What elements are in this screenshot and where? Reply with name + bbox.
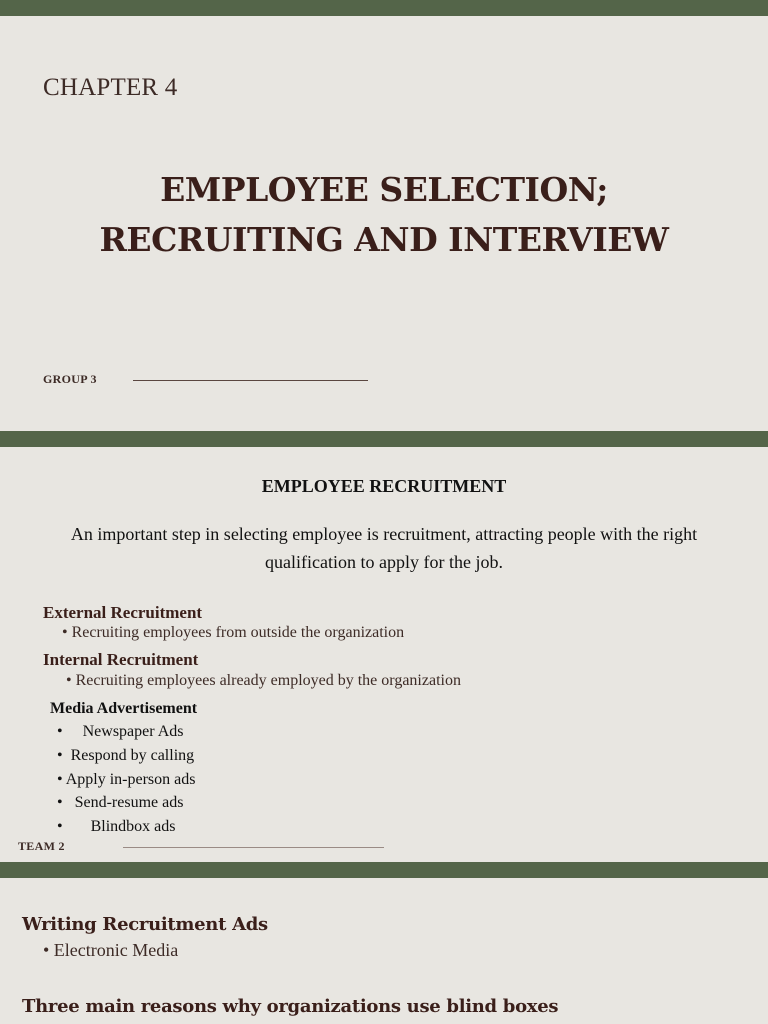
group-divider-line [133,380,368,381]
slide-separator-band [0,431,768,447]
media-item-blindbox: • Blindbox ads [57,818,176,835]
slide-title [0,16,768,431]
external-recruitment-heading: External Recruitment [43,603,203,622]
chapter-label: CHAPTER 4 [43,74,178,101]
title-line-2: RECRUITING AND INTERVIEW [99,220,669,259]
media-item-send-resume: • Send-resume ads [57,794,184,811]
media-item-respond-calling: • Respond by calling [57,747,195,764]
team-divider-line [123,847,384,848]
slide-recruitment-ads [0,878,768,1024]
internal-recruitment-heading: Internal Recruitment [43,650,199,669]
title-line-1: EMPLOYEE SELECTION; [160,170,608,209]
intro-line-1: An important step in selecting employee is recruitment, attracting people with the right [70,524,698,544]
media-advertisement-heading: Media Advertisement [50,700,198,717]
electronic-media-bullet: • Electronic Media [43,940,179,960]
blind-box-reasons-heading: Three main reasons why organizations use blind boxes [22,996,559,1017]
slide-separator-band-2 [0,862,768,878]
intro-line-2: qualification to apply for the job. [265,552,503,572]
intro-paragraph [40,520,728,576]
section-heading: EMPLOYEE RECRUITMENT [261,476,507,496]
writing-ads-heading: Writing Recruitment Ads [22,914,268,935]
group-label: GROUP 3 [43,372,97,386]
team-label: TEAM 2 [18,839,65,853]
media-item-newspaper: • Newspaper Ads [57,723,184,740]
internal-recruitment-bullet: • Recruiting employees already employed by the organization [66,672,461,689]
media-item-apply-in-person: • Apply in-person ads [57,771,196,788]
top-border-band [0,0,768,16]
external-recruitment-bullet: • Recruiting employees from outside the organization [62,624,405,641]
slide-employee-recruitment [0,447,768,862]
